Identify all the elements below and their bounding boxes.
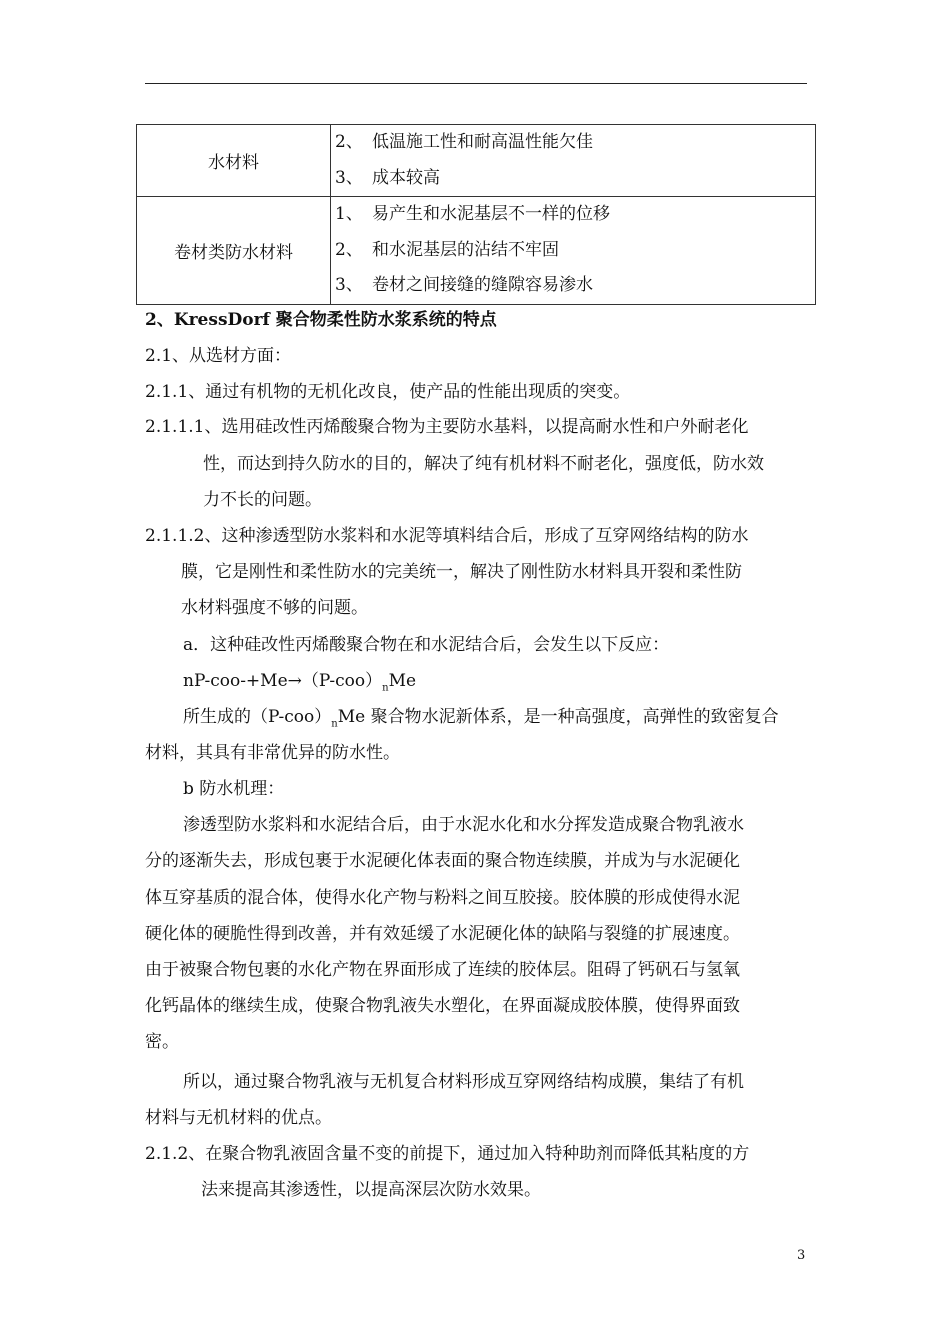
issues-cell [331, 125, 816, 197]
paragraph-continuation: 由于被聚合物包裹的水化产物在界面形成了连续的胶体层。阻碍了钙矾石与氢氧 [145, 960, 740, 980]
paragraph-continuation: 硬化体的硬脆性得到改善，并有效延缓了水泥硬化体的缺陷与裂缝的扩展速度。 [145, 924, 740, 944]
paragraph: 2.1.1.1、选用硅改性丙烯酸聚合物为主要防水基料，以提高耐水性和户外耐老化 [145, 417, 749, 437]
paragraph-continuation: 力不长的问题。 [203, 490, 322, 510]
issues-cell [331, 197, 816, 305]
paragraph-continuation: 体互穿基质的混合体，使得水化产物与粉料之间互胶接。胶体膜的形成使得水泥 [145, 888, 740, 908]
paragraph-continuation: 密。 [145, 1032, 179, 1052]
subsection-heading: 2.1、从选材方面： [145, 346, 292, 366]
header-rule [145, 83, 807, 84]
paragraph: 渗透型防水浆料和水泥结合后，由于水泥水化和水分挥发造成聚合物乳液水 [183, 815, 744, 835]
paragraph-continuation: 水材料强度不够的问题。 [181, 598, 368, 618]
paragraph: 所以，通过聚合物乳液与无机复合材料形成互穿网络结构成膜，集结了有机 [183, 1072, 744, 1092]
page-number: 3 [797, 1248, 806, 1263]
list-item: 2、 低温施工性和耐高温性能欠佳 [335, 132, 593, 152]
paragraph-continuation: 膜，它是刚性和柔性防水的完美统一，解决了刚性防水材料具开裂和柔性防 [181, 562, 742, 582]
paragraph-continuation: 分的逐渐失去，形成包裹于水泥硬化体表面的聚合物连续膜，并成为与水泥硬化 [145, 851, 740, 871]
paragraph: a．这种硅改性丙烯酸聚合物在和水泥结合后，会发生以下反应： [183, 635, 670, 655]
category-cell: 水材料 [137, 125, 331, 197]
table-row [137, 125, 816, 197]
list-item: 3、 卷材之间接缝的缝隙容易渗水 [335, 275, 593, 296]
table-row [137, 197, 816, 305]
paragraph-continuation: 化钙晶体的继续生成，使聚合物乳液失水塑化，在界面凝成胶体膜，使得界面致 [145, 996, 740, 1016]
comparison-table [136, 124, 816, 305]
reaction-formula: $nP-coo-+Me\to(P-coo)_nMe$ [183, 671, 417, 694]
list-item: 2、 和水泥基层的沾结不牢固 [335, 239, 559, 260]
paragraph: 2.1.1、通过有机物的无机化改良，使产品的性能出现质的突变。 [145, 382, 631, 402]
paragraph-continuation: 材料，其具有非常优异的防水性。 [145, 743, 400, 763]
paragraph-continuation: 材料与无机材料的优点。 [145, 1108, 332, 1128]
subsection-heading: b 防水机理： [183, 779, 285, 799]
section-heading: 2、KressDorf 聚合物柔性防水浆系统的特点 [145, 310, 497, 330]
paragraph-continuation: 性，而达到持久防水的目的，解决了纯有机材料不耐老化，强度低，防水效 [203, 454, 764, 474]
category-cell: 卷材类防水材料 [137, 197, 331, 305]
list-item: 3、 成本较高 [335, 167, 440, 188]
list-item: 1、 易产生和水泥基层不一样的位移 [335, 204, 610, 225]
paragraph: 所生成的$(P-coo)_nMe$ 聚合物水泥新体系，是一种高强度，高弹性的致密复合 [183, 707, 779, 730]
paragraph: 2.1.1.2、这种渗透型防水浆料和水泥等填料结合后，形成了互穿网络结构的防水 [145, 526, 749, 546]
paragraph: 2.1.2、在聚合物乳液固含量不变的前提下，通过加入特种助剂而降低其粘度的方 [145, 1144, 750, 1164]
paragraph-continuation: 法来提高其渗透性，以提高深层次防水效果。 [201, 1180, 541, 1200]
